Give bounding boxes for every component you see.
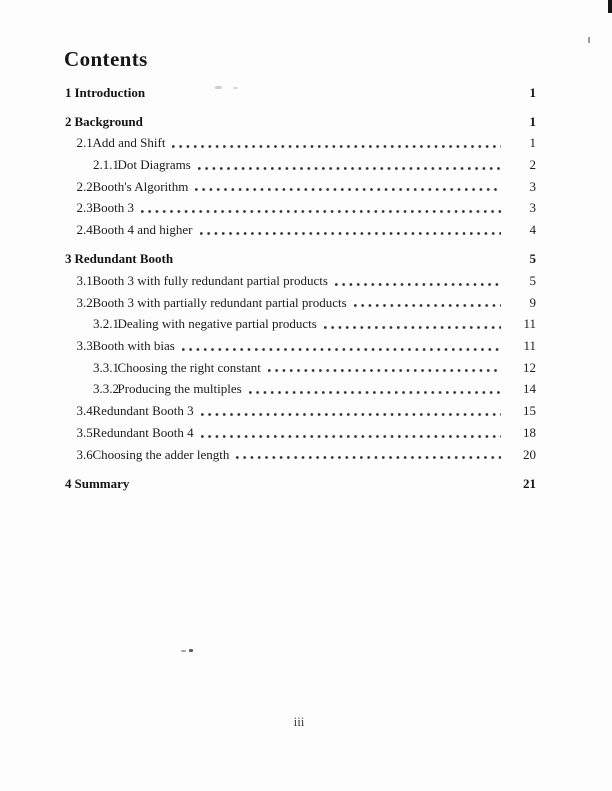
toc-entry-page: 4 [529,222,536,238]
toc-entry-number: 4 [65,475,72,491]
toc-entry-page: 9 [529,294,536,310]
toc-entry-title: Choosing the adder length [92,446,230,462]
toc-entry-title: Booth 3 with partially redundant partial products [92,294,347,310]
toc-entry-title: Booth 4 and higher [92,222,193,238]
toc-entry-number: 2.1 [76,135,93,151]
toc-entry-title: Add and Shift [92,135,166,151]
toc-leader-dots [195,188,501,191]
toc-entry-number: 3.2 [76,294,93,310]
toc-entry-title: Dealing with negative partial products [117,316,317,332]
toc-entry-title: Booth 3 [92,200,135,216]
toc-entry [65,473,536,495]
toc-entry-page: 12 [523,359,536,375]
toc-entry-number: 3.1 [76,273,93,288]
toc-entry [65,82,536,104]
toc-entry-number: 2 [65,113,72,129]
toc-entry-page: 14 [523,381,536,397]
toc-entry [65,154,536,176]
toc-entry-page: 11 [523,338,536,354]
toc-leader-dots [136,485,501,488]
toc-entry-title: Booth with bias [92,338,175,354]
toc-leader-dots [198,167,501,170]
toc-entry-number: 3.4 [76,403,93,419]
toc-entry-page: 2 [529,157,536,173]
toc-entry-page: 11 [523,316,536,332]
toc-entry [65,292,536,314]
toc-entry-number: 3.2.1 [93,316,119,332]
toc-entry-title: Summary [74,475,130,491]
toc-entry-page: 18 [523,424,536,440]
toc-leader-dots [141,210,501,213]
toc-leader-dots [200,232,501,235]
toc-leader-dots [150,123,501,126]
toc-entry-number: 2.1.1 [93,157,119,173]
toc-entry-number: 1 [65,84,72,100]
toc-entry-title: Booth's Algorithm [92,178,189,194]
footer-page-number: iii [293,714,305,729]
toc-list [65,74,536,494]
toc-leader-dots [335,283,501,286]
toc-entry-title: Background [74,113,143,129]
toc-entry-title: Redundant Booth [74,251,174,267]
toc-entry [65,270,536,292]
toc-leader-dots [182,348,501,351]
toc-entry-title: Redundant Booth 3 [92,403,194,419]
page-title: Contents [64,47,148,71]
toc-entry-page: 20 [523,446,536,462]
scan-artifact-corner [608,0,612,13]
toc-entry [65,176,536,198]
toc-entry-title: Producing the multiples [117,381,242,397]
toc-entry [65,400,536,422]
toc-entry-page: 1 [529,84,536,100]
toc-entry-page: 15 [523,403,536,419]
toc-entry-page: 21 [523,475,536,491]
toc-entry-page: 3 [529,200,536,216]
toc-leader-dots [201,413,501,416]
toc-entry-title: Redundant Booth 4 [92,424,194,440]
toc-entry-number: 3.3.2 [93,381,119,397]
toc-leader-dots [172,145,501,148]
toc-entry [65,313,536,335]
toc-entry [65,132,536,154]
toc-entry-number: 3.3 [76,338,93,354]
scan-artifact-tick [588,37,590,43]
toc-entry [65,248,536,270]
toc-entry-number: 3.5 [76,424,93,440]
toc-leader-dots [268,369,501,372]
toc-entry-number: 3.6 [76,446,93,462]
toc-entry-page: 1 [529,135,536,151]
toc-entry-page: 3 [529,178,536,194]
scan-artifact-speck [181,650,186,652]
toc-entry-title: Choosing the right constant [117,359,261,375]
toc-leader-dots [354,304,501,307]
toc-entry-number: 2.3 [76,200,93,216]
toc-entry-number: 3 [65,251,72,267]
toc-entry-title: Dot Diagrams [117,157,191,173]
toc-entry-title: Booth 3 with fully redundant partial products [92,273,328,288]
toc-entry-page: 5 [529,273,536,288]
toc-entry-page: 5 [529,251,536,267]
scan-artifact-speck [189,649,193,652]
toc-entry [65,422,536,444]
toc-entry-number: 2.4 [76,222,93,238]
toc-leader-dots [236,456,501,459]
toc-entry [65,111,536,133]
toc-entry [65,378,536,400]
toc-leader-dots [201,435,501,438]
toc-entry-number: 3.3.1 [93,359,119,375]
toc-leader-dots [324,326,501,329]
toc-entry [65,197,536,219]
toc-entry-title: Introduction [74,84,146,100]
toc-leader-dots [249,391,501,394]
toc-entry [65,357,536,379]
toc-entry [65,219,536,241]
toc-entry [65,335,536,357]
toc-leader-dots [180,261,501,264]
toc-entry [65,444,536,466]
toc-entry-page: 1 [529,113,536,129]
toc-entry-number: 2.2 [76,178,93,194]
toc-leader-dots [152,94,501,97]
